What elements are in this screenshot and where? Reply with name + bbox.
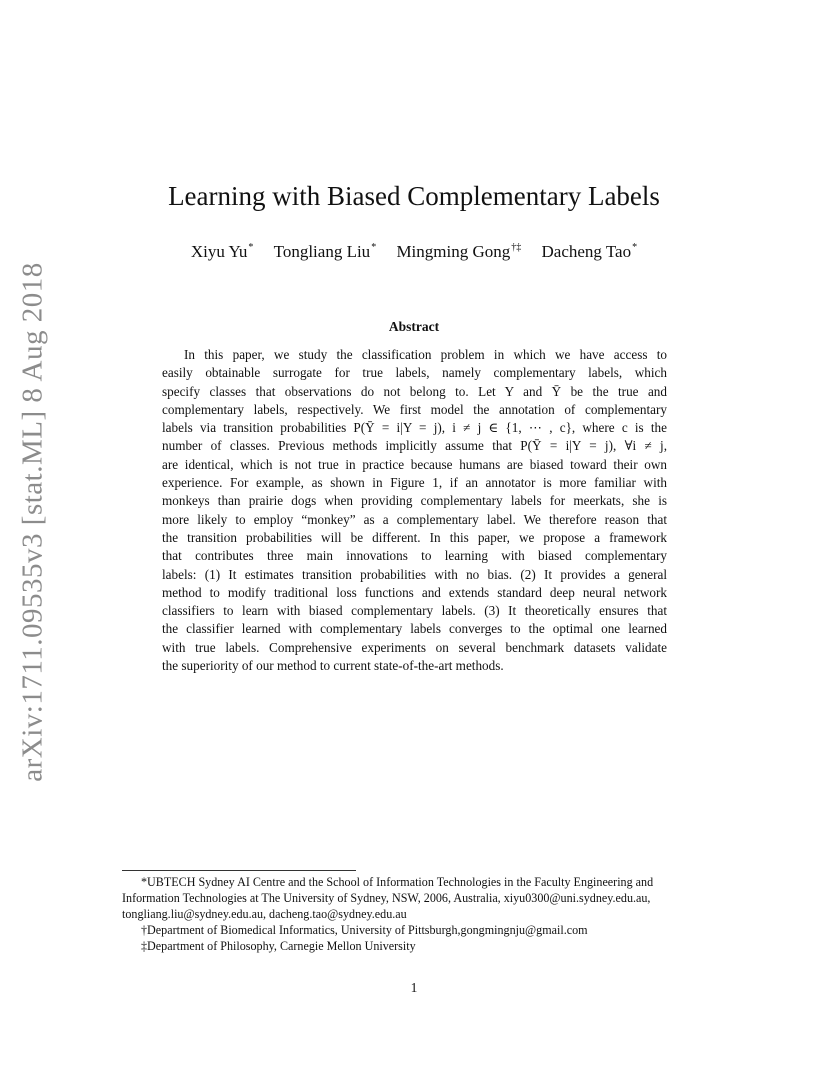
author-2 bbox=[274, 236, 377, 264]
author-4 bbox=[542, 236, 638, 264]
abstract-line: the classifier learned with complementary labels converges to the optimal one learned bbox=[162, 621, 667, 637]
abstract-line: labels via transition probabilities P(Ȳ = i|Y = j), i ≠ j ∈ {1, ⋯ , c}, where c is the bbox=[162, 420, 667, 436]
footnote-affiliation-1-cont: Information Technologies at The University of Sydney, NSW, 2006, Australia, xiyu0300@uni.sydney.edu.au, bbox=[122, 891, 651, 906]
abstract-line: easily obtainable surrogate for true labels, namely complementary labels, which bbox=[162, 365, 667, 381]
footnote-affiliation-2: †Department of Biomedical Informatics, University of Pittsburgh,gongmingnju@gmail.com bbox=[141, 923, 588, 938]
author-name: Dacheng Tao bbox=[541, 242, 632, 261]
abstract-heading: Abstract bbox=[388, 319, 440, 334]
abstract-line: In this paper, we study the classification problem in which we have access to bbox=[184, 347, 667, 362]
abstract-line: method to modify traditional loss functions and extends standard deep neural network bbox=[162, 584, 667, 600]
abstract-line: complementary labels, respectively. We first model the annotation of complementary bbox=[162, 401, 667, 417]
author-name: Xiyu Yu bbox=[190, 242, 248, 261]
abstract-line-with-figure-link: experience. For example, as shown in Figure 1, if an annotator is more familiar with bbox=[162, 475, 667, 491]
abstract-line: the transition probabilities will be different. In this paper, we propose a framework bbox=[162, 529, 667, 545]
footnotes bbox=[122, 874, 712, 954]
footnote-affiliation-3: ‡Department of Philosophy, Carnegie Mellon University bbox=[141, 939, 416, 954]
footnote-divider bbox=[122, 870, 356, 871]
abstract-line: labels: (1) It estimates transition probabilities with no bias. (2) It provides a general bbox=[162, 566, 667, 582]
author-affiliation-mark: * bbox=[248, 242, 254, 253]
footnote-affiliation-1: *UBTECH Sydney AI Centre and the School of Information Technologies in the Faculty Engineering and bbox=[141, 875, 654, 889]
author-name: Tongliang Liu bbox=[273, 242, 371, 261]
abstract-line: with true labels. Comprehensive experiments on several benchmark datasets validate bbox=[162, 639, 667, 655]
abstract-body bbox=[162, 346, 667, 675]
abstract-line: monkeys than prairie dogs when providing complementary labels for meerkats, she is bbox=[162, 493, 667, 509]
footnote-affiliation-1-cont: tongliang.liu@sydney.edu.au, dacheng.tao@sydney.edu.au bbox=[122, 907, 407, 922]
abstract-line: are identical, which is not true in practice because humans are biased toward their own bbox=[162, 456, 667, 472]
author-1 bbox=[191, 236, 254, 264]
author-name: Mingming Gong bbox=[396, 242, 511, 261]
abstract-line: classifiers to learn with biased complementary labels. (3) It theoretically ensures that bbox=[162, 603, 667, 619]
author-affiliation-mark: †‡ bbox=[511, 242, 522, 253]
arxiv-identifier-stamp: arXiv:1711.09535v3 [stat.ML] 8 Aug 2018 bbox=[16, 262, 49, 782]
abstract-line: the superiority of our method to current state-of-the-art methods. bbox=[162, 658, 504, 674]
abstract-line: more likely to employ “monkey” as a complementary label. We therefore reason that bbox=[162, 511, 667, 527]
abstract-line: specify classes that observations do not belong to. Let Y and Ȳ be the true and bbox=[162, 383, 667, 399]
author-affiliation-mark: * bbox=[371, 242, 377, 253]
author-3 bbox=[396, 236, 521, 264]
paper-title: Learning with Biased Complementary Labels bbox=[168, 181, 660, 211]
page-number: 1 bbox=[410, 980, 418, 995]
abstract-line: number of classes. Previous methods implicitly assume that P(Ȳ = i|Y = j), ∀i ≠ j, bbox=[162, 438, 667, 454]
author-affiliation-mark: * bbox=[632, 242, 638, 253]
author-list bbox=[0, 236, 828, 264]
abstract-line: that contributes three main innovations to learning with biased complementary bbox=[162, 548, 667, 564]
